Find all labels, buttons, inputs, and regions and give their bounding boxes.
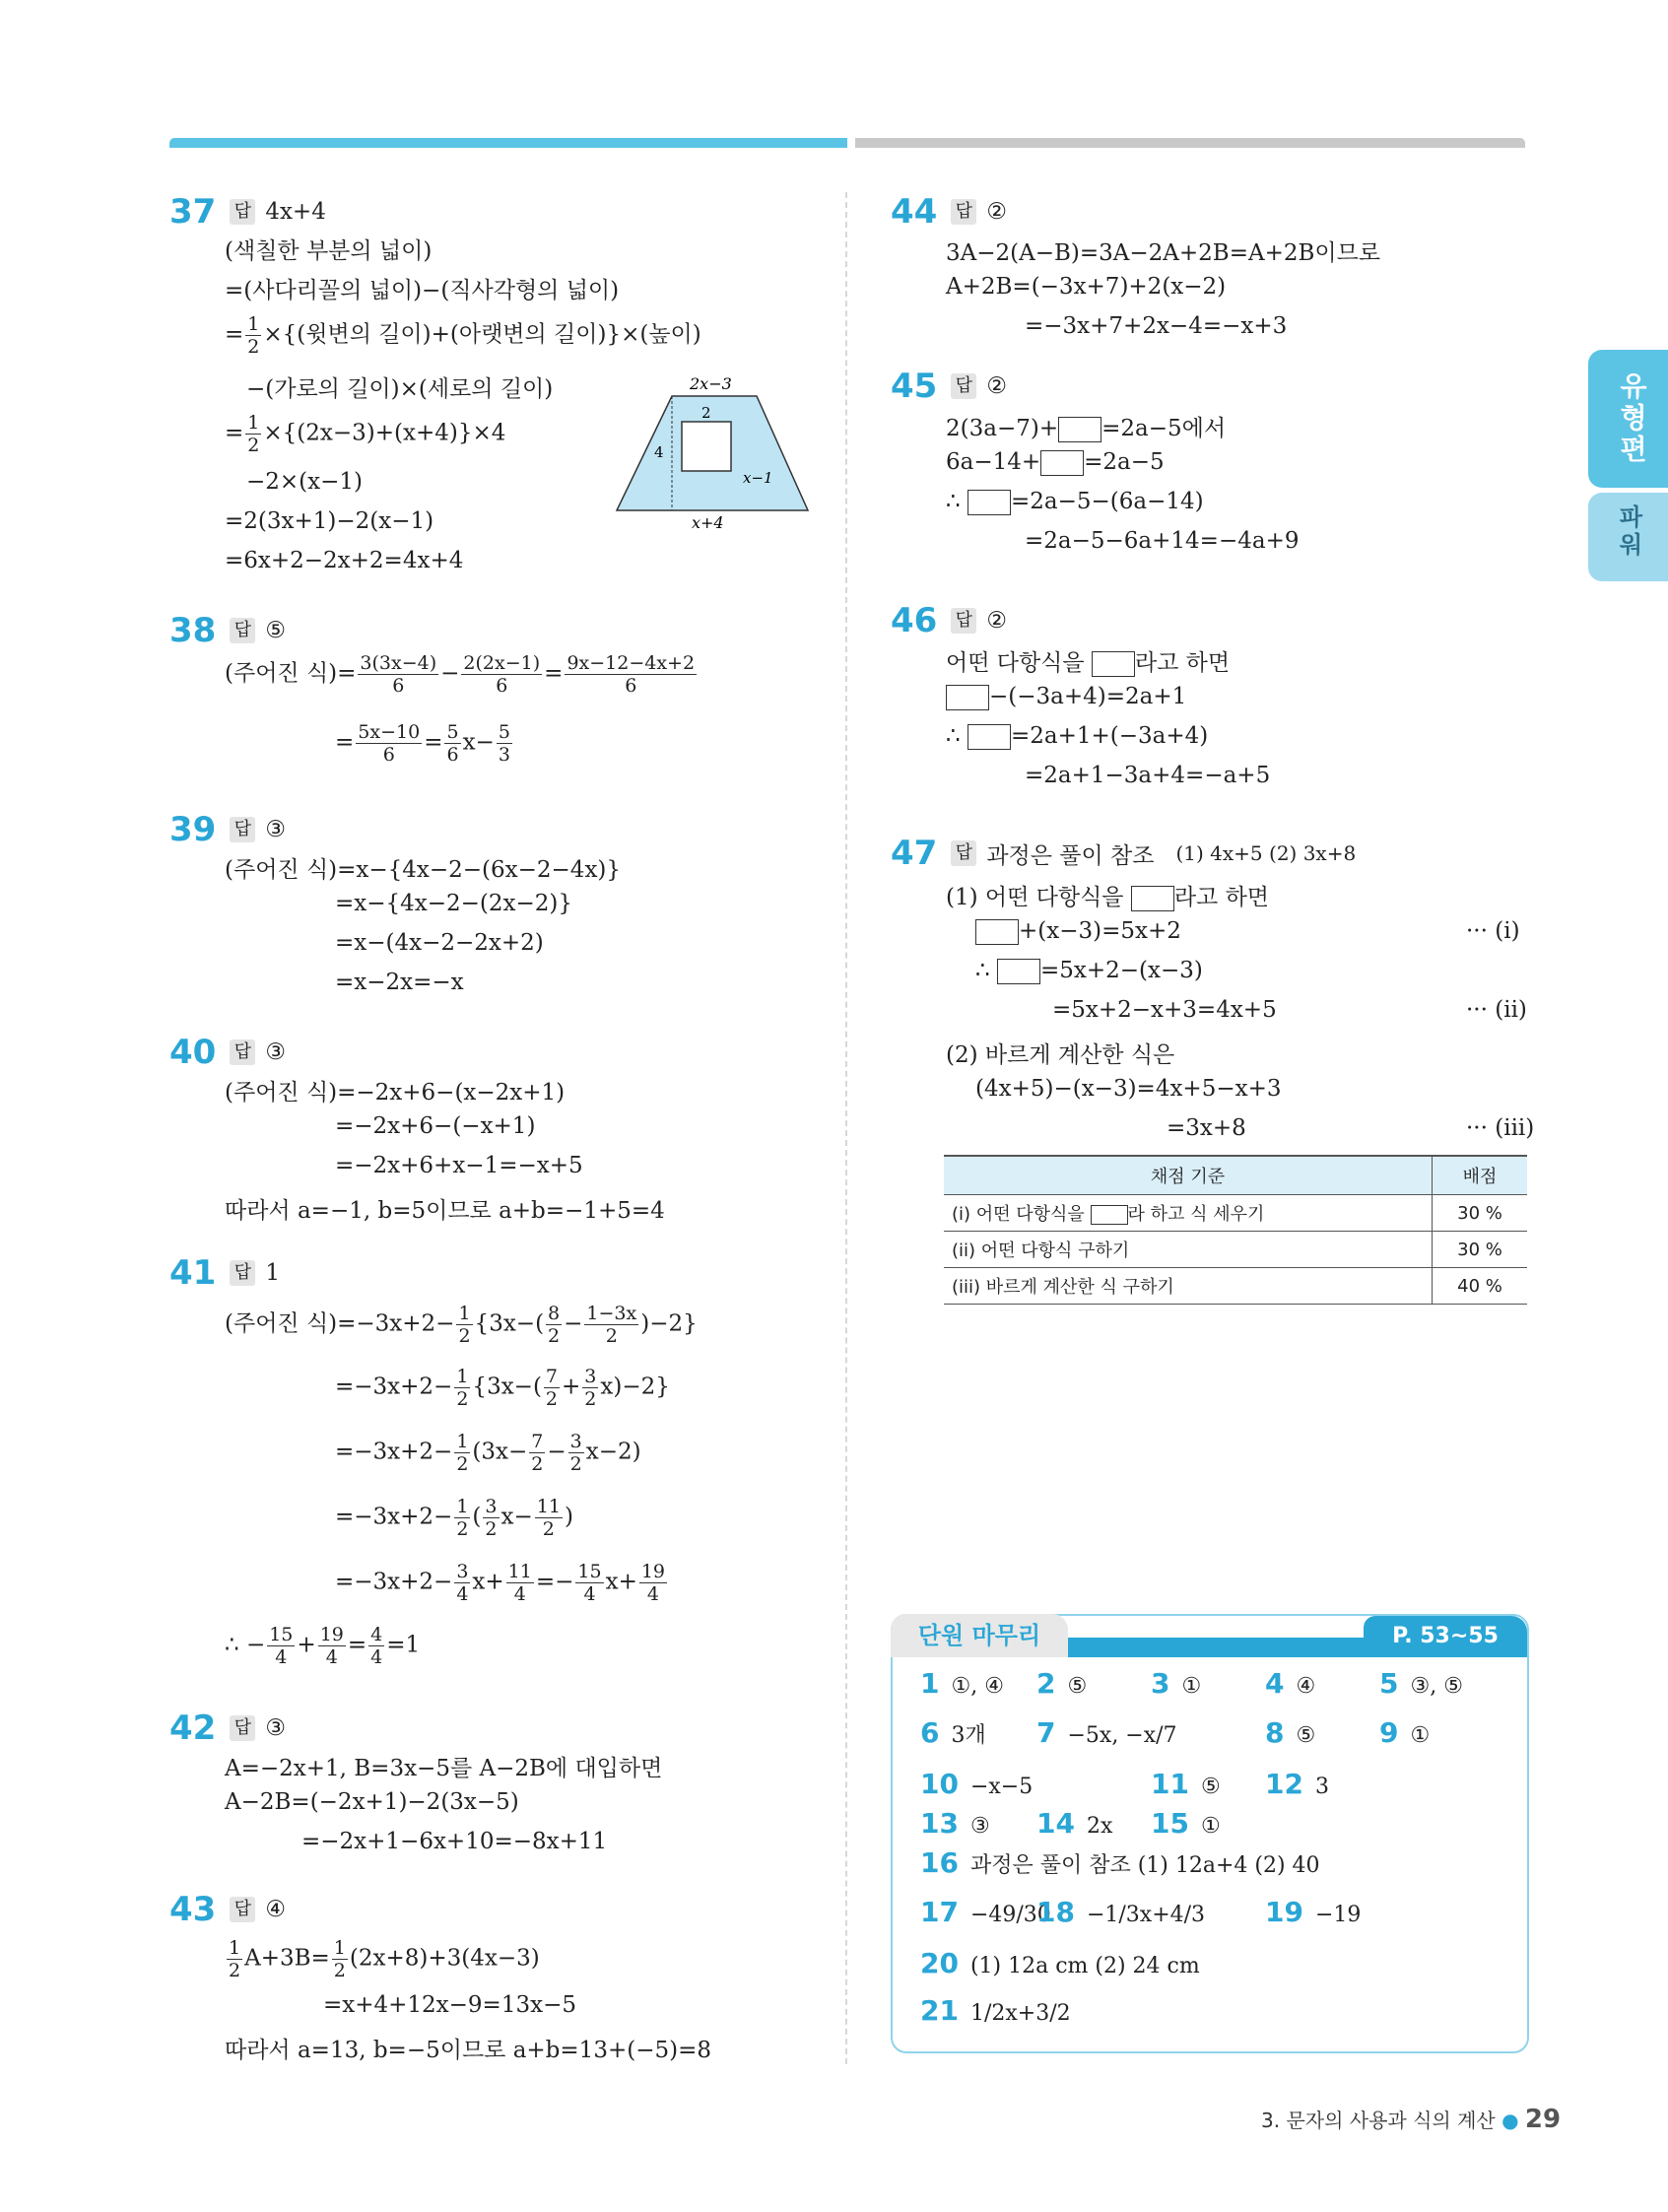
review-answer: 16 과정은 풀이 참조 (1) 12a+4 (2) 40 xyxy=(920,1846,1320,1879)
solution-line: (색칠한 부분의 넓이) xyxy=(225,238,433,264)
review-answer: 6 3개 xyxy=(920,1716,986,1749)
review-answer: 17 −49/30 xyxy=(920,1896,1051,1928)
solution-line: =−3x+2− $\frac{3}{4}$ x+ $\frac{11}{4}$ =− $\frac{15}{4}$ x+ $\frac{19}{4}$ xyxy=(335,1561,666,1605)
review-answer: 13 ③ xyxy=(920,1807,990,1840)
solution-line: =−3x+2− $\frac{1}{2}$ {3x−( $\frac{7}{2}$ + $\frac{3}{2}$ x)−2} xyxy=(335,1366,670,1410)
figure-label-right: x−1 xyxy=(743,469,773,487)
side-tab-primary xyxy=(1588,350,1668,488)
blank-box xyxy=(1058,417,1101,442)
review-answer: 5 ③, ⑤ xyxy=(1379,1667,1463,1700)
solution-line: =−2x+1−6x+10=−8x+11 xyxy=(301,1829,608,1854)
problem-number: 39 xyxy=(169,810,217,849)
top-bar-left xyxy=(169,138,847,148)
side-tab-primary-label: 유형편 xyxy=(1616,371,1648,466)
problem-42-header xyxy=(169,1709,286,1748)
solution-line: (2) 바르게 계산한 식은 xyxy=(946,1042,1175,1068)
solution-line: = $\frac{1}{2}$ ×{(2x−3)+(x+4)}×4 xyxy=(225,412,506,456)
problem-answer-parts: (1) 4x+5 (2) 3x+8 xyxy=(1175,841,1357,865)
solution-line: 3A−2(A−B)=3A−2A+2B=A+2B이므로 xyxy=(946,240,1381,266)
solution-line: ∴ − $\frac{15}{4}$ + $\frac{19}{4}$ = $\frac{4}{4}$ =1 xyxy=(225,1624,421,1668)
solution-line: 6a−14+ =2a−5 xyxy=(946,449,1165,475)
review-answer: 21 1/2x+3/2 xyxy=(920,1994,1071,2027)
figure-label-top: 2x−3 xyxy=(690,374,732,393)
solution-line: 어떤 다항식을 라고 하면 xyxy=(946,650,1231,676)
solution-line: =5x+2−x+3=4x+5 xyxy=(1052,997,1277,1023)
blank-box xyxy=(997,959,1040,984)
problem-answer: ③ xyxy=(265,1715,286,1741)
side-tab-secondary-label: 파워 xyxy=(1615,504,1642,560)
table-cell: (ii) 어떤 다항식 구하기 xyxy=(944,1232,1433,1268)
answer-badge: 답 xyxy=(951,608,976,634)
review-answer: 11 ⑤ xyxy=(1151,1768,1221,1800)
solution-line: =x−(4x−2−2x+2) xyxy=(335,930,544,956)
review-answer: 20 (1) 12a cm (2) 24 cm xyxy=(920,1947,1200,1979)
solution-line: A=−2x+1, B=3x−5를 A−2B에 대입하면 xyxy=(225,1756,663,1781)
blank-box xyxy=(946,685,989,710)
solution-line: =x+4+12x−9=13x−5 xyxy=(323,1992,576,2018)
problem-answer: 1 xyxy=(265,1260,280,1286)
fraction: $\frac{1}{2}$ xyxy=(247,313,260,358)
answer-badge: 답 xyxy=(951,199,976,225)
blank-box xyxy=(1092,651,1135,677)
solution-line: −2×(x−1) xyxy=(246,469,363,495)
solution-line: =−2x+6+x−1=−x+5 xyxy=(335,1153,583,1178)
review-answer: 9 ① xyxy=(1379,1716,1431,1749)
solution-line: A−2B=(−2x+1)−2(3x−5) xyxy=(225,1789,519,1815)
solution-line: (주어진 식)= $\frac{3(3x-4)}{6}$ − $\frac{2(2x-1)}{6}$ = $\frac{9x-12-4x+2}{6}$ xyxy=(225,652,696,697)
chapter-title: 3. 문자의 사용과 식의 계산 xyxy=(1261,2109,1496,2132)
side-tab-secondary xyxy=(1588,493,1668,581)
solution-line: (주어진 식)=−3x+2− $\frac{1}{2}$ {3x−( $\frac{8}{2}$ − $\frac{1-3x}{2}$ )−2} xyxy=(225,1303,698,1347)
review-answer: 7 −5x, −x/7 xyxy=(1036,1716,1177,1749)
trapezoid-figure xyxy=(611,374,818,532)
solution-line: (주어진 식)=x−{4x−2−(6x−2−4x)} xyxy=(225,857,622,883)
problem-number: 45 xyxy=(891,367,938,406)
blank-box xyxy=(967,490,1011,515)
solution-line: =x−2x=−x xyxy=(335,970,464,995)
step-marker: ··· (ii) xyxy=(1466,997,1527,1023)
problem-answer: ⑤ xyxy=(265,618,286,643)
blank-box xyxy=(1040,450,1084,476)
figure-label-bottom: x+4 xyxy=(692,513,724,532)
problem-answer: ④ xyxy=(265,1897,286,1922)
solution-line: A+2B=(−3x+7)+2(x−2) xyxy=(946,274,1227,300)
problem-45-header xyxy=(891,367,1007,406)
problem-number: 44 xyxy=(891,192,938,232)
solution-line: (1) 어떤 다항식을 라고 하면 xyxy=(946,885,1270,910)
review-pages: P. 53~55 xyxy=(1364,1616,1527,1657)
problem-41-header xyxy=(169,1253,280,1293)
problem-answer: ③ xyxy=(265,1039,286,1065)
answer-badge: 답 xyxy=(230,1715,255,1741)
review-answer: 3 ① xyxy=(1151,1667,1202,1700)
table-header-row xyxy=(944,1156,1527,1195)
answer-badge: 답 xyxy=(230,1897,255,1922)
table-cell: 30 % xyxy=(1433,1232,1528,1268)
problem-number: 41 xyxy=(169,1253,217,1293)
solution-line: =−3x+7+2x−4=−x+3 xyxy=(1025,313,1288,339)
solution-line: (주어진 식)=−2x+6−(x−2x+1) xyxy=(225,1080,566,1106)
figure-label-inner: 2 xyxy=(701,404,711,422)
problem-answer: ② xyxy=(986,373,1007,399)
solution-line: −(−3a+4)=2a+1 xyxy=(946,684,1186,710)
problem-number: 46 xyxy=(891,601,938,640)
problem-number: 42 xyxy=(169,1709,217,1748)
table-cell: 30 % xyxy=(1433,1195,1528,1232)
blank-box xyxy=(967,724,1011,750)
top-bar-right xyxy=(855,138,1525,148)
problem-answer: ② xyxy=(986,199,1007,225)
review-answer: 8 ⑤ xyxy=(1265,1716,1316,1749)
solution-line: =−2x+6−(−x+1) xyxy=(335,1113,536,1139)
answer-badge: 답 xyxy=(230,618,255,643)
problem-number: 38 xyxy=(169,611,217,650)
problem-40-header xyxy=(169,1033,286,1072)
solution-line: =(사다리꼴의 넓이)−(직사각형의 넓이) xyxy=(225,278,620,303)
solution-line: $\frac{1}{2}$ A+3B= $\frac{1}{2}$ (2x+8)+3(4x−3) xyxy=(229,1937,540,1981)
table-row xyxy=(944,1268,1527,1305)
solution-line: =2a−5−6a+14=−4a+9 xyxy=(1025,528,1300,554)
solution-line: = $\frac{5x-10}{6}$ = $\frac{5}{6}$ x− $\frac{5}{3}$ xyxy=(335,721,510,766)
problem-number: 40 xyxy=(169,1033,217,1072)
page-number: 29 xyxy=(1524,2105,1562,2134)
table-header: 배점 xyxy=(1433,1156,1528,1195)
column-divider xyxy=(845,192,847,2064)
review-answer: 19 −19 xyxy=(1265,1896,1362,1928)
solution-line: = $\frac{1}{2}$ ×{(윗변의 길이)+(아랫변의 길이)}×(높이) xyxy=(225,313,701,358)
solution-line: −(가로의 길이)×(세로의 길이) xyxy=(246,376,554,402)
table-cell: 40 % xyxy=(1433,1268,1528,1305)
problem-44-header xyxy=(891,192,1007,232)
review-answer: 15 ① xyxy=(1151,1807,1221,1840)
step-marker: ··· (i) xyxy=(1466,918,1520,944)
solution-line: =−3x+2− $\frac{1}{2}$ (3x− $\frac{7}{2}$ − $\frac{3}{2}$ x−2) xyxy=(335,1431,641,1475)
blank-box xyxy=(1131,886,1174,911)
problem-38-header xyxy=(169,611,286,650)
fraction: $\frac{1}{2}$ xyxy=(247,412,260,456)
review-answer: 14 2x xyxy=(1036,1807,1113,1840)
blank-box xyxy=(1091,1205,1128,1225)
review-title: 단원 마무리 xyxy=(891,1614,1068,1657)
solution-line: =x−{4x−2−(2x−2)} xyxy=(335,891,573,916)
table-row xyxy=(944,1195,1527,1232)
solution-line: =2a+1−3a+4=−a+5 xyxy=(1025,763,1271,788)
problem-answer: ③ xyxy=(265,817,286,842)
solution-line: =−3x+2− $\frac{1}{2}$ ( $\frac{3}{2}$ x− $\frac{11}{2}$ ) xyxy=(335,1496,573,1540)
problem-39-header xyxy=(169,810,286,849)
review-answer: 18 −1/3x+4/3 xyxy=(1036,1896,1206,1928)
solution-line: =3x+8 xyxy=(1167,1115,1246,1141)
review-answer: 1 ①, ④ xyxy=(920,1667,1004,1700)
solution-line: =2(3x+1)−2(x−1) xyxy=(225,508,434,534)
problem-answer: 4x+4 xyxy=(265,199,326,225)
answer-badge: 답 xyxy=(230,1260,255,1286)
answer-badge: 답 xyxy=(230,1039,255,1065)
solution-line: ∴ =2a+1+(−3a+4) xyxy=(946,723,1209,749)
review-answer: 10 −x−5 xyxy=(920,1768,1034,1800)
problem-number: 43 xyxy=(169,1890,217,1929)
answer-badge: 답 xyxy=(951,840,976,866)
review-answer: 12 3 xyxy=(1265,1768,1329,1800)
problem-43-header xyxy=(169,1890,286,1929)
problem-number: 47 xyxy=(891,834,938,873)
problem-47-header xyxy=(891,834,1356,873)
figure-label-left: 4 xyxy=(654,443,664,461)
problem-number: 37 xyxy=(169,192,217,232)
table-header: 채점 기준 xyxy=(944,1156,1433,1195)
solution-line: 따라서 a=13, b=−5이므로 a+b=13+(−5)=8 xyxy=(225,2038,711,2063)
scoring-table xyxy=(944,1155,1527,1305)
step-marker: ··· (iii) xyxy=(1466,1115,1535,1141)
review-answer: 2 ⑤ xyxy=(1036,1667,1088,1700)
solution-line: ∴ =5x+2−(x−3) xyxy=(975,958,1203,983)
solution-line: 따라서 a=−1, b=5이므로 a+b=−1+5=4 xyxy=(225,1198,665,1224)
bullet-icon: ● xyxy=(1501,2109,1519,2132)
page-footer xyxy=(1261,2105,1561,2134)
solution-line: +(x−3)=5x+2 xyxy=(975,918,1181,945)
answer-badge: 답 xyxy=(230,817,255,842)
solution-line: =6x+2−2x+2=4x+4 xyxy=(225,548,464,573)
answer-badge: 답 xyxy=(230,199,255,225)
problem-46-header xyxy=(891,601,1007,640)
solution-line: ∴ =2a−5−(6a−14) xyxy=(946,489,1204,514)
blank-box xyxy=(975,919,1019,945)
answer-badge: 답 xyxy=(951,373,976,399)
problem-answer: 과정은 풀이 참조 xyxy=(986,842,1155,869)
table-cell: (iii) 바르게 계산한 식 구하기 xyxy=(944,1268,1433,1305)
table-row xyxy=(944,1232,1527,1268)
table-cell: (i) 어떤 다항식을 라 하고 식 세우기 xyxy=(944,1195,1433,1232)
solution-line: (4x+5)−(x−3)=4x+5−x+3 xyxy=(975,1076,1282,1102)
problem-37-header xyxy=(169,192,326,232)
solution-line: 2(3a−7)+ =2a−5에서 xyxy=(946,416,1227,441)
review-answer: 4 ④ xyxy=(1265,1667,1316,1700)
problem-answer: ② xyxy=(986,608,1007,634)
